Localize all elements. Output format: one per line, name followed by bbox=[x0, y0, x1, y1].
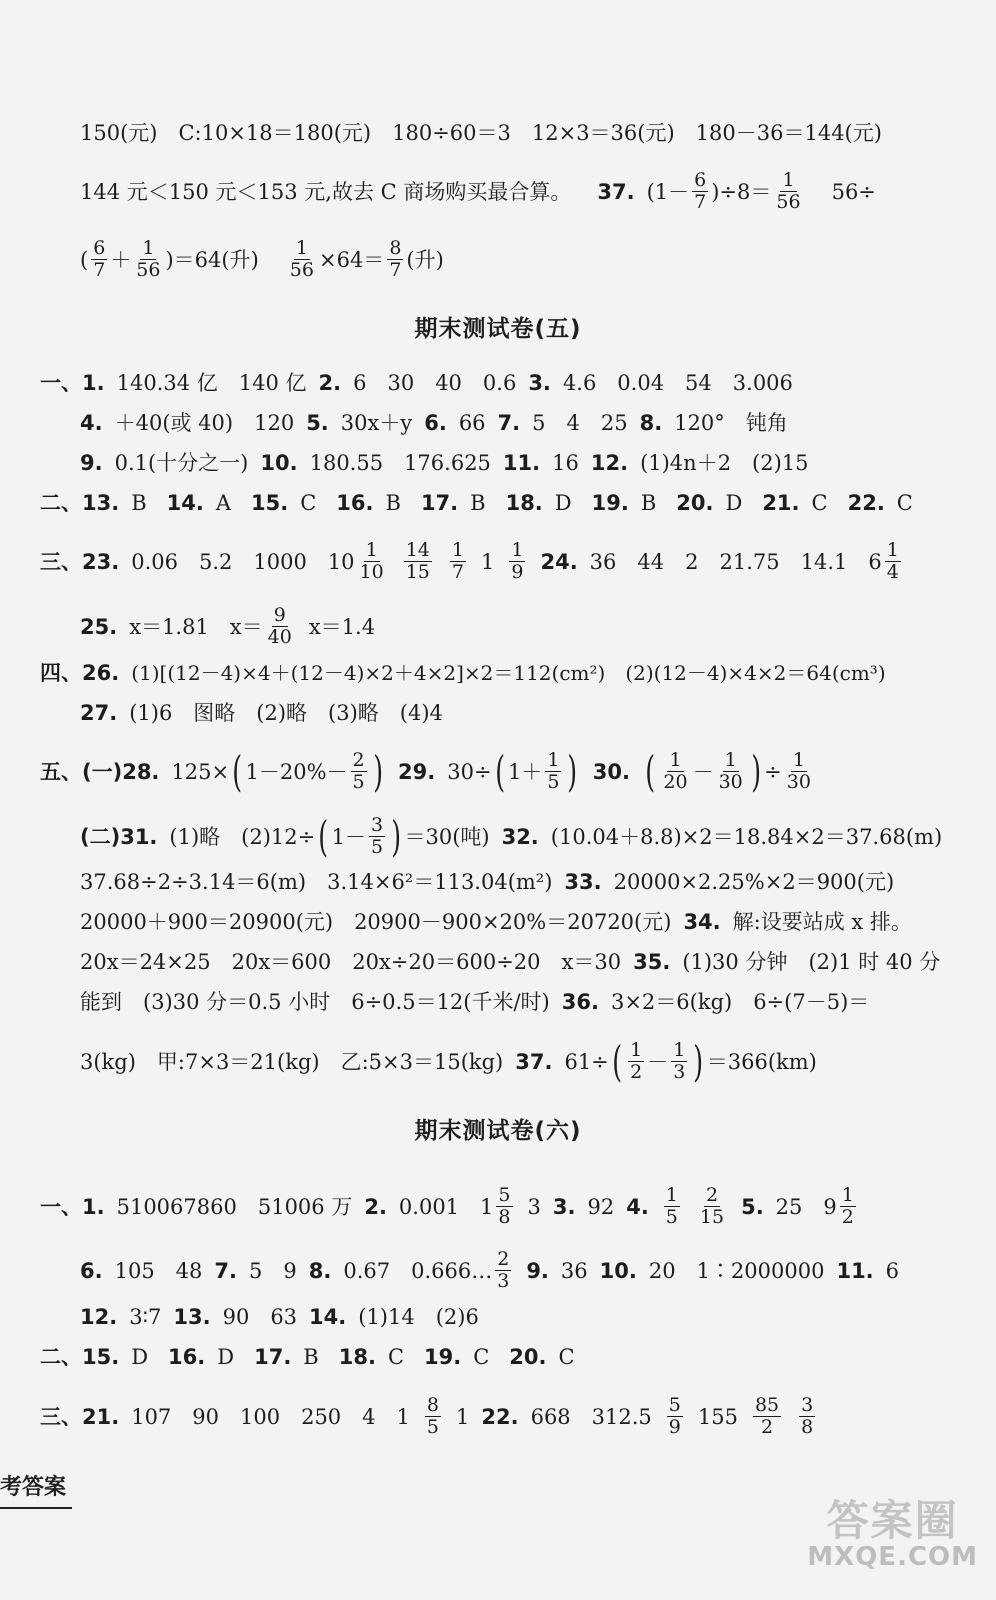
answer-text: 1－ bbox=[331, 824, 366, 849]
question-number: 18. bbox=[505, 491, 543, 515]
answer-text: ÷ bbox=[764, 759, 782, 784]
answer-text: )＝64(升) bbox=[165, 247, 259, 272]
choice-answer: C bbox=[896, 491, 913, 515]
answer-text: 125× bbox=[171, 759, 230, 784]
section-marker: 三、 bbox=[40, 1404, 82, 1429]
answer-text: 0.06 5.2 1000 10 bbox=[131, 549, 355, 574]
question-number: 5. bbox=[306, 411, 329, 435]
choice-answer: D bbox=[217, 1345, 235, 1369]
section-marker: 五、(一) bbox=[40, 759, 123, 784]
question-number: 35. bbox=[633, 950, 671, 974]
section-marker: 一、 bbox=[40, 1194, 82, 1219]
answer-text: (1)4n＋2 (2)15 bbox=[640, 451, 809, 475]
question-number: 3. bbox=[528, 371, 551, 395]
question-number: 31. bbox=[120, 824, 158, 849]
answer-text: 25 9 bbox=[775, 1194, 837, 1219]
text-line bbox=[80, 170, 966, 213]
answer-text: 30÷ bbox=[447, 759, 492, 784]
question-number: 24. bbox=[540, 549, 578, 574]
question-number: 1. bbox=[82, 1194, 105, 1219]
question-number: 13. bbox=[173, 1305, 211, 1329]
answer-text: 37.68÷2÷3.14＝6(m) 3.14×6²＝113.04(m²) bbox=[80, 870, 553, 894]
answer-text: － bbox=[647, 1049, 669, 1074]
fraction: $\frac{3}{8}$ bbox=[801, 1394, 814, 1438]
answer-text: 解:设要站成 x 排。 bbox=[732, 910, 912, 934]
answer-text: 92 bbox=[587, 1194, 615, 1219]
question-number: 14. bbox=[309, 1305, 347, 1329]
answer-text: )÷8＝ bbox=[711, 179, 772, 204]
question-number: 20. bbox=[676, 491, 714, 515]
choice-answer: C bbox=[300, 491, 317, 515]
text-line bbox=[80, 1249, 966, 1292]
fraction: $\frac{1}{5}$ bbox=[547, 749, 560, 793]
question-number: 37. bbox=[597, 179, 635, 204]
answer-text: (1)30 分钟 (2)1 时 40 分 bbox=[682, 950, 941, 974]
fraction: $\frac{1}{56}$ bbox=[289, 237, 314, 281]
fraction: $\frac{1}{2}$ bbox=[630, 1039, 643, 1083]
answer-text: 6 30 40 0.6 bbox=[353, 371, 517, 395]
choice-answer: D bbox=[725, 491, 743, 515]
question-number: 11. bbox=[502, 451, 541, 475]
question-number: 14. bbox=[166, 491, 204, 515]
choice-answer: C bbox=[387, 1345, 405, 1369]
fraction: $\frac{8}{7}$ bbox=[389, 237, 402, 281]
question-number: 12. bbox=[590, 451, 629, 475]
answer-text: 90 63 bbox=[222, 1305, 298, 1329]
text-line bbox=[80, 118, 966, 148]
text-line bbox=[40, 658, 966, 688]
answer-text: 3∶7 bbox=[129, 1305, 162, 1329]
footer-label: 考答案 bbox=[0, 1470, 72, 1509]
answer-text: 155 bbox=[697, 1404, 738, 1429]
answer-text: 1＋ bbox=[507, 759, 543, 784]
question-number: 28. bbox=[122, 759, 160, 784]
question-number: 11. bbox=[836, 1258, 874, 1283]
question-number: 17. bbox=[254, 1345, 292, 1369]
answer-text: ×64＝ bbox=[318, 247, 385, 272]
choice-answer: B bbox=[385, 491, 401, 515]
text-line bbox=[40, 488, 966, 518]
answer-text: (1－ bbox=[646, 179, 690, 204]
answer-text: 5 9 bbox=[249, 1258, 297, 1283]
text-line bbox=[40, 1185, 966, 1228]
answer-text: ＝30(吨) bbox=[404, 824, 490, 849]
question-number: 16. bbox=[168, 1345, 206, 1369]
section-marker: (二) bbox=[80, 824, 121, 849]
question-number: 36. bbox=[561, 990, 599, 1014]
answer-text: (1)14 (2)6 bbox=[358, 1305, 479, 1329]
section-marker: 一、 bbox=[40, 371, 82, 395]
question-number: 26. bbox=[82, 661, 120, 685]
question-number: 30. bbox=[592, 759, 630, 784]
answer-text: 144 元＜150 元＜153 元,故去 C 商场购买最合算。 bbox=[80, 179, 572, 204]
text-line bbox=[80, 238, 966, 281]
answer-text: ( bbox=[80, 247, 89, 272]
answer-text: 66 bbox=[458, 411, 486, 435]
answer-text: ＋40(或 40) 120 bbox=[114, 411, 295, 435]
fraction: $\frac{14}{15}$ bbox=[405, 539, 430, 583]
text-line bbox=[80, 408, 966, 438]
question-number: 29. bbox=[398, 759, 436, 784]
fraction: $\frac{5}{9}$ bbox=[668, 1394, 681, 1438]
answer-text: 4.6 0.04 54 3.006 bbox=[562, 371, 793, 395]
question-number: 15. bbox=[82, 1345, 120, 1369]
answer-text: (1)略 (2)12÷ bbox=[169, 824, 316, 849]
section-marker: 四、 bbox=[40, 661, 82, 685]
question-number: 25. bbox=[80, 614, 118, 639]
text-line bbox=[80, 987, 966, 1017]
text-line: 五、(一) 28. 125× ( 1－20%－ $\frac{2}{5}$ ) 29. 30÷ ( 1＋ $\frac{1}{5}$ ) 30. ( $\frac{1}{20}$ － $\frac{1}{30}$ ) ÷ $\frac{1}{30}$ bbox=[40, 746, 811, 796]
answer-text: 6 bbox=[885, 1258, 900, 1283]
question-number: 1. bbox=[82, 371, 105, 395]
question-number: 12. bbox=[80, 1305, 118, 1329]
answer-text: 668 312.5 bbox=[530, 1404, 652, 1429]
text-line bbox=[80, 907, 966, 937]
fraction: $\frac{1}{30}$ bbox=[786, 749, 811, 793]
question-number: 10. bbox=[260, 451, 298, 475]
choice-answer: A bbox=[215, 491, 232, 515]
fraction: $\frac{2}{5}$ bbox=[352, 749, 365, 793]
text-line bbox=[80, 605, 966, 648]
question-number: 7. bbox=[214, 1258, 237, 1283]
answer-text: 0.1(十分之一) bbox=[114, 451, 249, 475]
question-number: 18. bbox=[338, 1345, 376, 1369]
answer-text: ＝366(km) bbox=[706, 1049, 817, 1074]
choice-answer: C bbox=[558, 1345, 575, 1369]
fraction: $\frac{8}{5}$ bbox=[426, 1394, 439, 1438]
text-line bbox=[40, 368, 966, 398]
question-number: 17. bbox=[420, 491, 459, 515]
fraction: $\frac{1}{5}$ bbox=[665, 1184, 678, 1228]
fraction: $\frac{3}{5}$ bbox=[370, 814, 384, 858]
fraction: $\frac{1}{56}$ bbox=[776, 169, 801, 213]
fraction: $\frac{1}{9}$ bbox=[511, 539, 524, 583]
answer-text: 105 48 bbox=[114, 1258, 203, 1283]
answer-text: 107 90 100 250 4 1 bbox=[131, 1404, 410, 1429]
section-heading: 期末测试卷(六) bbox=[414, 1118, 582, 1144]
answer-text: (升) bbox=[406, 247, 444, 272]
fraction: $\frac{1}{20}$ bbox=[663, 749, 688, 793]
answer-text: 20x＝24×25 20x＝600 20x÷20＝600÷20 x＝30 bbox=[80, 950, 622, 974]
question-number: 2. bbox=[364, 1194, 387, 1219]
question-number: 8. bbox=[308, 1258, 332, 1283]
question-number: 32. bbox=[501, 824, 539, 849]
fraction: $\frac{1}{4}$ bbox=[886, 539, 899, 583]
question-number: 7. bbox=[497, 411, 521, 435]
fraction: $\frac{6}{7}$ bbox=[694, 169, 707, 213]
answer-text: 20 1∶2000000 bbox=[648, 1258, 825, 1283]
text-line bbox=[80, 1302, 966, 1332]
fraction: $\frac{5}{8}$ bbox=[498, 1184, 511, 1228]
text-line bbox=[80, 947, 966, 977]
question-number: 9. bbox=[526, 1258, 549, 1283]
question-number: 37. bbox=[515, 1049, 553, 1074]
question-number: 15. bbox=[251, 491, 289, 515]
question-number: 33. bbox=[564, 870, 602, 894]
answer-text: 180.55 176.625 bbox=[309, 451, 491, 475]
answer-text: 150(元) C:10×18＝180(元) 180÷60＝3 12×3＝36(元) 180－36＝144(元) bbox=[80, 121, 882, 145]
question-number: 3. bbox=[552, 1194, 576, 1219]
question-number: 13. bbox=[82, 491, 120, 515]
text-line bbox=[80, 867, 966, 897]
section-marker: 二、 bbox=[40, 491, 82, 515]
answer-text: 5 4 25 bbox=[532, 411, 628, 435]
choice-answer: C bbox=[473, 1345, 490, 1369]
question-number: 20. bbox=[509, 1345, 547, 1369]
text-line: 3(kg) 甲:7×3＝21(kg) 乙:5×3＝15(kg) 37. 61÷ ( $\frac{1}{2}$ － $\frac{1}{3}$ ) ＝366(km) bbox=[80, 1036, 817, 1086]
question-number: 22. bbox=[847, 491, 885, 515]
text-line bbox=[40, 1342, 966, 1372]
answer-text: 0.67 0.666… bbox=[343, 1258, 493, 1283]
answer-text: 3 bbox=[527, 1194, 541, 1219]
question-number: 16. bbox=[336, 491, 374, 515]
question-number: 23. bbox=[82, 549, 120, 574]
answer-text: － bbox=[692, 759, 714, 784]
choice-answer: C bbox=[811, 491, 828, 515]
watermark-url: MXQE.COM bbox=[807, 1542, 978, 1572]
question-number: 4. bbox=[626, 1194, 649, 1219]
answer-text: 1 bbox=[456, 1404, 470, 1429]
question-number: 22. bbox=[481, 1404, 519, 1429]
answer-text: (10.04＋8.8)×2＝18.84×2＝37.68(m) bbox=[550, 824, 943, 849]
answer-text: 0.001 1 bbox=[398, 1194, 494, 1219]
choice-answer: D bbox=[131, 1345, 149, 1369]
answer-text: 16 bbox=[552, 451, 579, 475]
question-number: 6. bbox=[80, 1258, 103, 1283]
choice-answer: B bbox=[131, 491, 147, 515]
question-number: 21. bbox=[762, 491, 800, 515]
section-heading: 期末测试卷(五) bbox=[414, 316, 582, 342]
question-number: 27. bbox=[80, 701, 118, 725]
answer-text: 3(kg) 甲:7×3＝21(kg) 乙:5×3＝15(kg) bbox=[80, 1049, 504, 1074]
answer-text: (1)[(12－4)×4＋(12－4)×2＋4×2]×2＝112(cm²) (2)(12－4)×4×2＝64(cm³) bbox=[131, 661, 886, 685]
answer-text: 30x＋y bbox=[340, 411, 413, 435]
choice-answer: B bbox=[303, 1345, 319, 1369]
fraction: $\frac{1}{10}$ bbox=[359, 539, 384, 583]
text-line bbox=[80, 698, 966, 728]
question-number: 2. bbox=[318, 371, 342, 395]
fraction: $\frac{1}{2}$ bbox=[841, 1184, 854, 1228]
fraction: $\frac{1}{3}$ bbox=[673, 1039, 686, 1083]
answer-text: (1)6 图略 (2)略 (3)略 (4)4 bbox=[129, 701, 443, 725]
answer-text: 3×2＝6(kg) 6÷(7－5)＝ bbox=[610, 990, 870, 1014]
fraction: $\frac{2}{15}$ bbox=[699, 1184, 725, 1228]
question-number: 4. bbox=[80, 411, 103, 435]
question-number: 6. bbox=[424, 411, 447, 435]
answer-text: 20000×2.25%×2＝900(元) bbox=[613, 870, 895, 894]
answer-text: x＝1.81 x＝ bbox=[129, 614, 263, 639]
answer-text: 61÷ bbox=[564, 1049, 609, 1074]
section-marker: 二、 bbox=[40, 1345, 82, 1369]
fraction: $\frac{1}{56}$ bbox=[136, 237, 161, 281]
question-number: 34. bbox=[683, 910, 721, 934]
answer-text: 36 44 2 21.75 14.1 6 bbox=[589, 549, 882, 574]
answer-text: ＋ bbox=[110, 247, 132, 272]
answer-text: x＝1.4 bbox=[308, 614, 376, 639]
answer-text: 56÷ bbox=[831, 179, 876, 204]
fraction: $\frac{9}{40}$ bbox=[267, 604, 292, 648]
answer-text: 能到 (3)30 分＝0.5 小时 6÷0.5＝12(千米/时) bbox=[80, 990, 550, 1014]
question-number: 19. bbox=[424, 1345, 462, 1369]
watermark-text: 答案圈 bbox=[826, 1496, 959, 1545]
text-line bbox=[40, 1395, 966, 1438]
answer-text: 20000＋900＝20900(元) 20900－900×20%＝20720(元) bbox=[80, 910, 672, 934]
fraction: $\frac{1}{30}$ bbox=[718, 749, 743, 793]
fraction: $\frac{2}{3}$ bbox=[497, 1248, 510, 1292]
fraction: $\frac{85}{2}$ bbox=[754, 1394, 780, 1438]
answer-text: 1－20%－ bbox=[245, 759, 348, 784]
watermark-logo bbox=[807, 1488, 978, 1572]
question-number: 19. bbox=[591, 491, 629, 515]
text-line bbox=[80, 448, 966, 478]
choice-answer: B bbox=[640, 491, 657, 515]
question-number: 10. bbox=[599, 1258, 637, 1283]
answer-text: 510067860 51006 万 bbox=[116, 1194, 353, 1219]
answer-text: 1 bbox=[481, 549, 495, 574]
fraction: $\frac{1}{7}$ bbox=[451, 539, 464, 583]
answer-text: 120° 钝角 bbox=[674, 411, 788, 435]
answer-text: 36 bbox=[560, 1258, 588, 1283]
question-number: 9. bbox=[80, 451, 103, 475]
section-marker: 三、 bbox=[40, 549, 82, 574]
question-number: 21. bbox=[82, 1404, 120, 1429]
choice-answer: D bbox=[554, 491, 572, 515]
text-line bbox=[40, 540, 966, 583]
fraction: $\frac{6}{7}$ bbox=[93, 237, 106, 281]
text-line: (二) 31. (1)略 (2)12÷ ( 1－ $\frac{3}{5}$ ) ＝30(吨) 32. (10.04＋8.8)×2＝18.84×2＝37.68(m) bbox=[80, 811, 943, 861]
choice-answer: B bbox=[470, 491, 486, 515]
question-number: 5. bbox=[741, 1194, 764, 1219]
answer-text: 140.34 亿 140 亿 bbox=[116, 371, 307, 395]
question-number: 8. bbox=[639, 411, 663, 435]
